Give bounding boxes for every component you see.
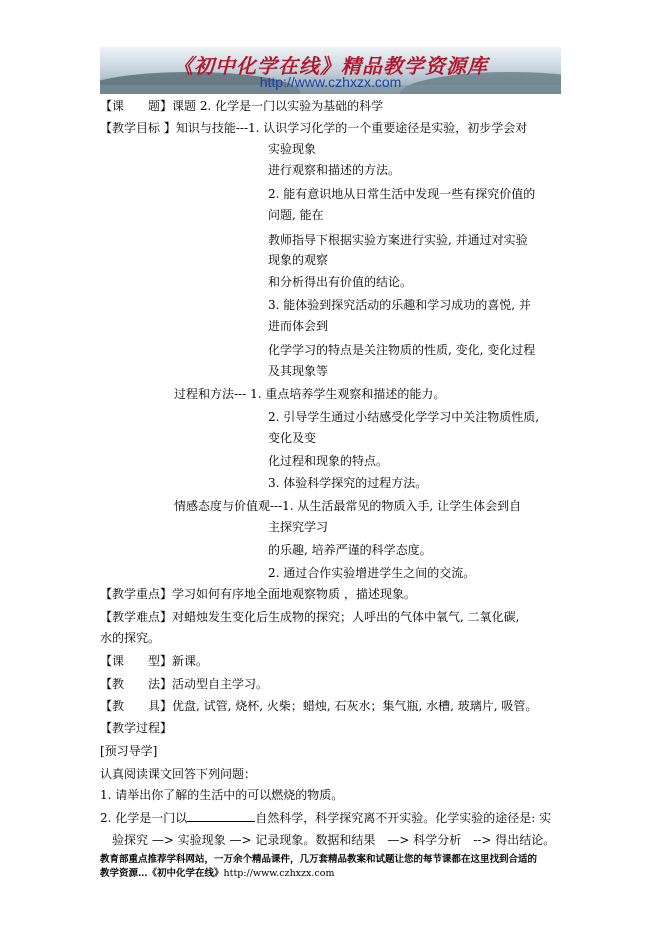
- question-2-blank: [187, 810, 255, 822]
- knowledge-line-12: 及其现象等: [268, 364, 329, 378]
- tools-text: 优盘, 试管, 烧杯, 火柴；蜡烛, 石灰水；集气瓶, 水槽, 玻璃片, 吸管。: [172, 699, 538, 713]
- knowledge-line-10: 进而体会到: [268, 319, 329, 333]
- footer-url-link[interactable]: http://www.czhxzx.com: [223, 868, 335, 879]
- objectives-label: 【教学目标 】: [100, 121, 176, 135]
- difficulty-line: [100, 609, 519, 625]
- process-line-2: 2. 引导学生通过小结感受化学学习中关注物质性质,: [268, 410, 540, 424]
- process-line-5: 3. 体验科学探究的过程方法。: [268, 476, 428, 490]
- difficulty-label: 【教学难点】: [100, 610, 173, 624]
- type-text: 新课。: [172, 654, 209, 668]
- knowledge-line-2: 实验现象: [268, 142, 317, 156]
- tools-line: [100, 698, 537, 714]
- preview-heading: [预习导学]: [100, 744, 158, 758]
- knowledge-line-3: 进行观察和描述的方法。: [268, 163, 401, 177]
- banner-url-link[interactable]: http://www.czhxzx.com: [259, 74, 402, 90]
- process-line-1-row: [174, 386, 445, 402]
- footer: [100, 853, 537, 881]
- footer-line-1: 教育部重点推荐学科网站，一万余个精品课件，几万套精品教案和试题让您的每节课都在这里找到合适的: [100, 854, 538, 865]
- emotion-line-3: 的乐趣, 培养严谨的科学态度。: [268, 543, 432, 557]
- process-label: 过程和方法---: [174, 387, 247, 401]
- emotion-line-1-row: [174, 498, 521, 514]
- knowledge-line-9: 3. 能体验到探究活动的乐趣和学习成功的喜悦, 并: [268, 298, 531, 312]
- method-label: 【教 法】: [100, 677, 173, 691]
- question-2-line-2: 验探究 —> 实验现象 —> 记录现象。数据和结果 —> 科学分析 --> 得出结论。: [112, 833, 556, 847]
- emotion-line-1: 1. 从生活最常见的物质入手, 让学生体会到自: [282, 499, 522, 513]
- process-section-label: 【教学过程】: [100, 721, 173, 735]
- instruction-text: 认真阅读课文回答下列问题：: [100, 767, 257, 781]
- type-label: 【课 型】: [100, 654, 173, 668]
- topic-label: 【课 题】: [100, 99, 173, 113]
- banner-title: 《初中化学在线》精品教学资源库: [173, 54, 488, 78]
- footer-text: 教学资源…《初中化学在线》: [100, 868, 224, 879]
- knowledge-line-11: 化学学习的特点是关注物质的性质, 变化, 变化过程: [268, 343, 536, 357]
- difficulty-text-2: 水的探究。: [100, 631, 161, 645]
- key-points-text: 学习如何有序地全面地观察物质 ，描述现象。: [172, 587, 416, 601]
- process-line-1: 1. 重点培养学生观察和描述的能力。: [250, 387, 446, 401]
- topic-line: [100, 98, 383, 114]
- emotion-line-2: 主探究学习: [268, 520, 329, 534]
- key-points-line: [100, 586, 416, 602]
- method-text: 活动型自主学习。: [172, 677, 269, 691]
- topic-text: 课题 2. 化学是一门以实验为基础的科学: [172, 99, 384, 113]
- tools-label: 【教 具】: [100, 699, 173, 713]
- knowledge-label: 知识与技能---: [175, 121, 248, 135]
- knowledge-line-5: 问题, 能在: [268, 208, 324, 222]
- emotion-label: 情感态度与价值观---: [174, 499, 283, 513]
- knowledge-line-7: 现象的观察: [268, 253, 329, 267]
- question-2-line-1: [100, 810, 551, 826]
- knowledge-line-1: 1. 认识学习化学的一个重要途径是实验，初步学会对: [248, 121, 528, 135]
- method-line: [100, 676, 268, 692]
- knowledge-line-8: 和分析得出有价值的结论。: [268, 275, 413, 289]
- objectives-line: [100, 120, 527, 136]
- process-line-4: 化过程和现象的特点。: [268, 454, 389, 468]
- footer-line-2: [100, 867, 537, 881]
- process-line-3: 变化及变: [268, 431, 317, 445]
- knowledge-line-6: 教师指导下根据实验方案进行实验, 并通过对实验: [268, 233, 528, 247]
- key-points-label: 【教学重点】: [100, 587, 173, 601]
- header-banner: [100, 47, 561, 94]
- knowledge-line-4: 2. 能有意识地从日常生活中发现一些有探究价值的: [268, 187, 536, 201]
- question-2-part-b: 自然科学，科学探究离不开实验。化学实验的途径是: 实: [255, 811, 552, 825]
- emotion-line-4: 2. 通过合作实验增进学生之间的交流。: [268, 566, 476, 580]
- type-line: [100, 653, 208, 669]
- question-2-part-a: 2. 化学是一门以: [100, 811, 188, 825]
- difficulty-text-1: 对蜡烛发生变化后生成物的探究；人呼出的气体中氧气, 二氧化碳,: [172, 610, 520, 624]
- question-1: 1. 请举出你了解的生活中的可以燃烧的物质。: [100, 788, 344, 802]
